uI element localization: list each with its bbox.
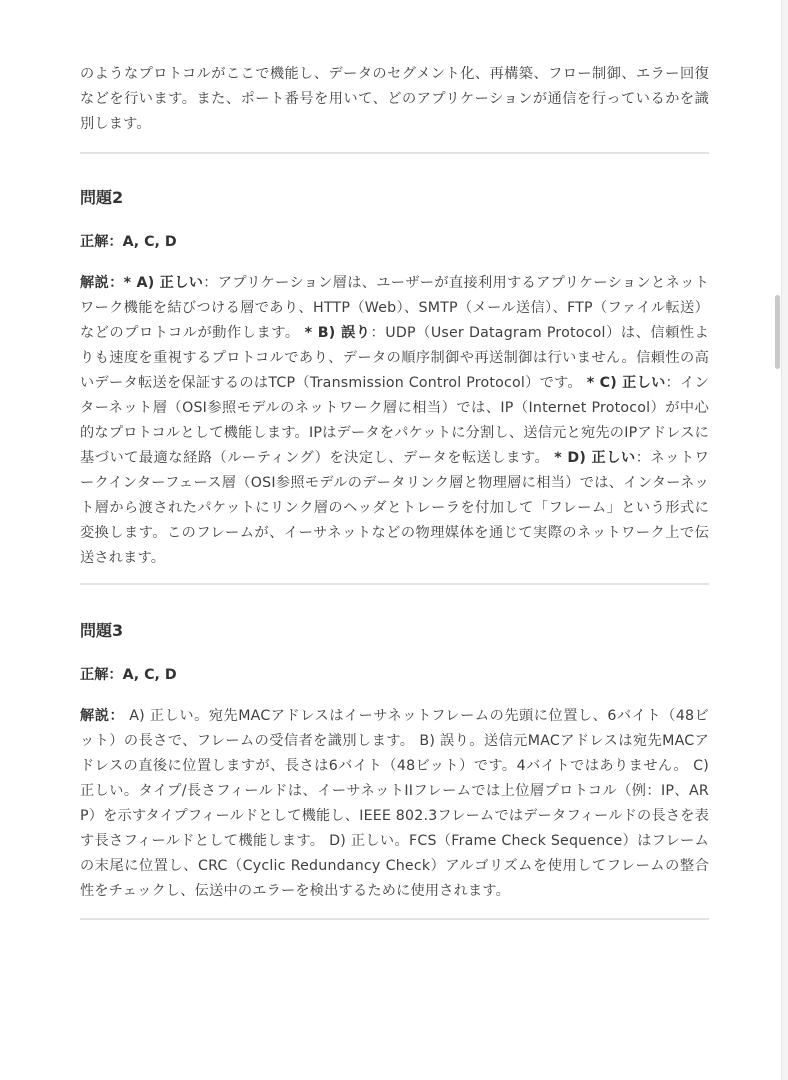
option-b-label: * B) 誤り	[304, 325, 371, 341]
question-2-title: 問題2	[80, 188, 124, 207]
question-3-answer: 正解：A, C, D	[80, 667, 177, 683]
option-d-text: ：ネットワークインターフェース層（OSI参照モデルのデータリンク層と物理層に相当）では、インターネット層から渡されたパケットにリンク層のヘッダとトレーラを付加して「フレーム」という形式に変換します。このフレームが、イーサネットなどの物理媒体を通じて実際のネットワーク上で伝送されます。	[80, 450, 709, 566]
intro-paragraph: のようなプロトコルがここで機能し、データのセグメント化、再構築、フロー制御、エラー回復などを行います。また、ポート番号を用いて、どのアプリケーションが通信を行っているかを識別します。	[80, 66, 709, 132]
document-content	[80, 62, 709, 920]
question-2-answer: 正解：A, C, D	[80, 234, 177, 250]
option-c-label: * C) 正しい	[586, 375, 666, 391]
question-3	[80, 619, 709, 904]
explanation-label: 解説：	[80, 275, 124, 291]
option-b-text: ：UDP（User Datagram Protocol）は、信頼性よりも速度を重視するプロトコルであり、データの順序制御や再送制御は行いません。信頼性の高いデータ転送を保証するのはTCP（Transmission Control Protocol）です。	[80, 325, 709, 391]
question-2-explanation	[80, 271, 709, 571]
section-divider	[80, 583, 709, 585]
question-2	[80, 186, 709, 571]
section-divider	[80, 152, 709, 154]
explanation-label: 解説：	[80, 708, 125, 724]
option-d-label: * D) 正しい	[554, 450, 636, 466]
option-a-label: * A) 正しい	[123, 275, 204, 291]
page-right-edge	[781, 0, 788, 1080]
section-divider	[80, 918, 709, 920]
question-3-explanation	[80, 704, 709, 904]
question-3-explanation-text: A) 正しい。宛先MACアドレスはイーサネットフレームの先頭に位置し、6バイト（48ビット）の長さで、フレームの受信者を識別します。 B) 誤り。送信元MACアドレスは宛先MACアドレスの直後に位置しますが、長さは6バイト（48ビット）です。4バイトではありません。 C) 正しい。タイプ/長さフィールドは、イーサネットIIフレームでは上位層プロトコル（例：IP、ARP）を示すタイプフィールドとして機能し、IEEE 802.3フレームではデータフィールドの長さを表す長さフィールドとして機能します。 D) 正しい。FCS（Frame Check Sequence）はフレームの末尾に位置し、CRC（Cyclic Redundancy Check）アルゴリズムを使用してフレームの整合性をチェックし、伝送中のエラーを検出するために使用されます。	[80, 708, 709, 899]
option-a-text: ：アプリケーション層は、ユーザーが直接利用するアプリケーションとネットワーク機能を結びつける層であり、HTTP（Web）、SMTP（メール送信）、FTP（ファイル転送）などのプロトコルが動作します。	[80, 275, 709, 341]
scrollbar-thumb[interactable]	[775, 295, 780, 369]
question-3-title: 問題3	[80, 621, 124, 640]
option-c-text: ：インターネット層（OSI参照モデルのネットワーク層に相当）では、IP（Internet Protocol）が中心的なプロトコルとして機能します。IPはデータをパケットに分割し、送信元と宛先のIPアドレスに基づいて最適な経路（ルーティング）を決定し、データを転送します。	[80, 375, 709, 466]
